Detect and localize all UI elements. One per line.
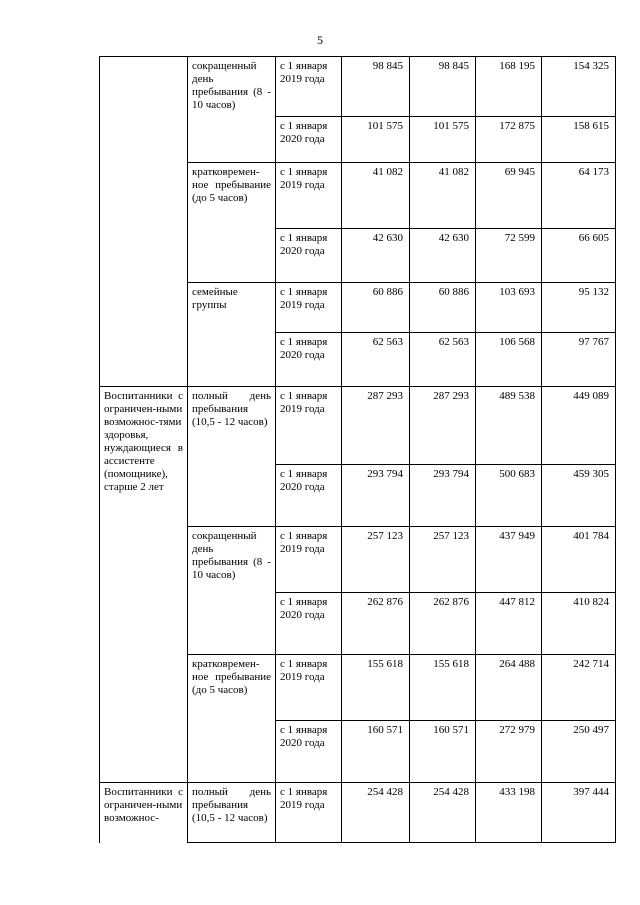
page-number: 5 <box>317 33 323 47</box>
value-cell: 155 618 <box>410 655 476 721</box>
date-cell: с 1 января 2020 года <box>276 229 342 283</box>
mode-cell: кратковремен-ное пребывание (до 5 часов) <box>188 163 276 283</box>
value-cell: 172 875 <box>476 117 542 163</box>
value-cell: 262 876 <box>342 593 410 655</box>
value-cell: 397 444 <box>542 783 616 843</box>
value-cell: 42 630 <box>342 229 410 283</box>
value-cell: 72 599 <box>476 229 542 283</box>
mode-cell: полный день пребывания (10,5 - 12 часов) <box>188 387 276 527</box>
value-cell: 449 089 <box>542 387 616 465</box>
category-cell: Воспитанники с ограничен-ными возможнос-тями здоровья, нуждающиеся в ассистенте (помощнике), старше 2 лет <box>100 387 188 783</box>
mode-cell: кратковремен-ное пребывание (до 5 часов) <box>188 655 276 783</box>
value-cell: 257 123 <box>410 527 476 593</box>
date-cell: с 1 января 2019 года <box>276 57 342 117</box>
date-cell: с 1 января 2020 года <box>276 117 342 163</box>
value-cell: 287 293 <box>342 387 410 465</box>
value-cell: 160 571 <box>410 721 476 783</box>
value-cell: 254 428 <box>342 783 410 843</box>
value-cell: 500 683 <box>476 465 542 527</box>
value-cell: 459 305 <box>542 465 616 527</box>
value-cell: 66 605 <box>542 229 616 283</box>
date-cell: с 1 января 2019 года <box>276 527 342 593</box>
value-cell: 155 618 <box>342 655 410 721</box>
date-cell: с 1 января 2020 года <box>276 465 342 527</box>
tariff-table <box>99 56 616 843</box>
mode-cell: полный день пребывания (10,5 - 12 часов) <box>188 783 276 843</box>
value-cell: 168 195 <box>476 57 542 117</box>
date-cell: с 1 января 2020 года <box>276 721 342 783</box>
mode-cell: сокращенный день пребывания (8 - 10 часов) <box>188 57 276 163</box>
value-cell: 262 876 <box>410 593 476 655</box>
value-cell: 257 123 <box>342 527 410 593</box>
value-cell: 64 173 <box>542 163 616 229</box>
value-cell: 41 082 <box>410 163 476 229</box>
category-cell <box>100 57 188 387</box>
mode-cell: семейные группы <box>188 283 276 387</box>
value-cell: 437 949 <box>476 527 542 593</box>
value-cell: 254 428 <box>410 783 476 843</box>
date-cell: с 1 января 2020 года <box>276 333 342 387</box>
value-cell: 287 293 <box>410 387 476 465</box>
value-cell: 160 571 <box>342 721 410 783</box>
date-cell: с 1 января 2020 года <box>276 593 342 655</box>
value-cell: 69 945 <box>476 163 542 229</box>
value-cell: 154 325 <box>542 57 616 117</box>
table-row <box>100 57 616 117</box>
table-row <box>100 783 616 843</box>
value-cell: 293 794 <box>342 465 410 527</box>
mode-cell: сокращенный день пребывания (8 - 10 часов) <box>188 527 276 655</box>
value-cell: 41 082 <box>342 163 410 229</box>
value-cell: 242 714 <box>542 655 616 721</box>
value-cell: 101 575 <box>410 117 476 163</box>
value-cell: 60 886 <box>410 283 476 333</box>
value-cell: 447 812 <box>476 593 542 655</box>
value-cell: 98 845 <box>410 57 476 117</box>
value-cell: 95 132 <box>542 283 616 333</box>
value-cell: 62 563 <box>410 333 476 387</box>
value-cell: 293 794 <box>410 465 476 527</box>
category-cell: Воспитанники с ограничен-ными возможнос- <box>100 783 188 843</box>
value-cell: 401 784 <box>542 527 616 593</box>
value-cell: 60 886 <box>342 283 410 333</box>
value-cell: 103 693 <box>476 283 542 333</box>
value-cell: 264 488 <box>476 655 542 721</box>
value-cell: 410 824 <box>542 593 616 655</box>
value-cell: 250 497 <box>542 721 616 783</box>
date-cell: с 1 января 2019 года <box>276 655 342 721</box>
value-cell: 433 198 <box>476 783 542 843</box>
table-row <box>100 387 616 465</box>
value-cell: 97 767 <box>542 333 616 387</box>
value-cell: 42 630 <box>410 229 476 283</box>
date-cell: с 1 января 2019 года <box>276 387 342 465</box>
value-cell: 489 538 <box>476 387 542 465</box>
date-cell: с 1 января 2019 года <box>276 283 342 333</box>
value-cell: 106 568 <box>476 333 542 387</box>
value-cell: 62 563 <box>342 333 410 387</box>
value-cell: 98 845 <box>342 57 410 117</box>
value-cell: 101 575 <box>342 117 410 163</box>
value-cell: 158 615 <box>542 117 616 163</box>
date-cell: с 1 января 2019 года <box>276 163 342 229</box>
value-cell: 272 979 <box>476 721 542 783</box>
date-cell: с 1 января 2019 года <box>276 783 342 843</box>
